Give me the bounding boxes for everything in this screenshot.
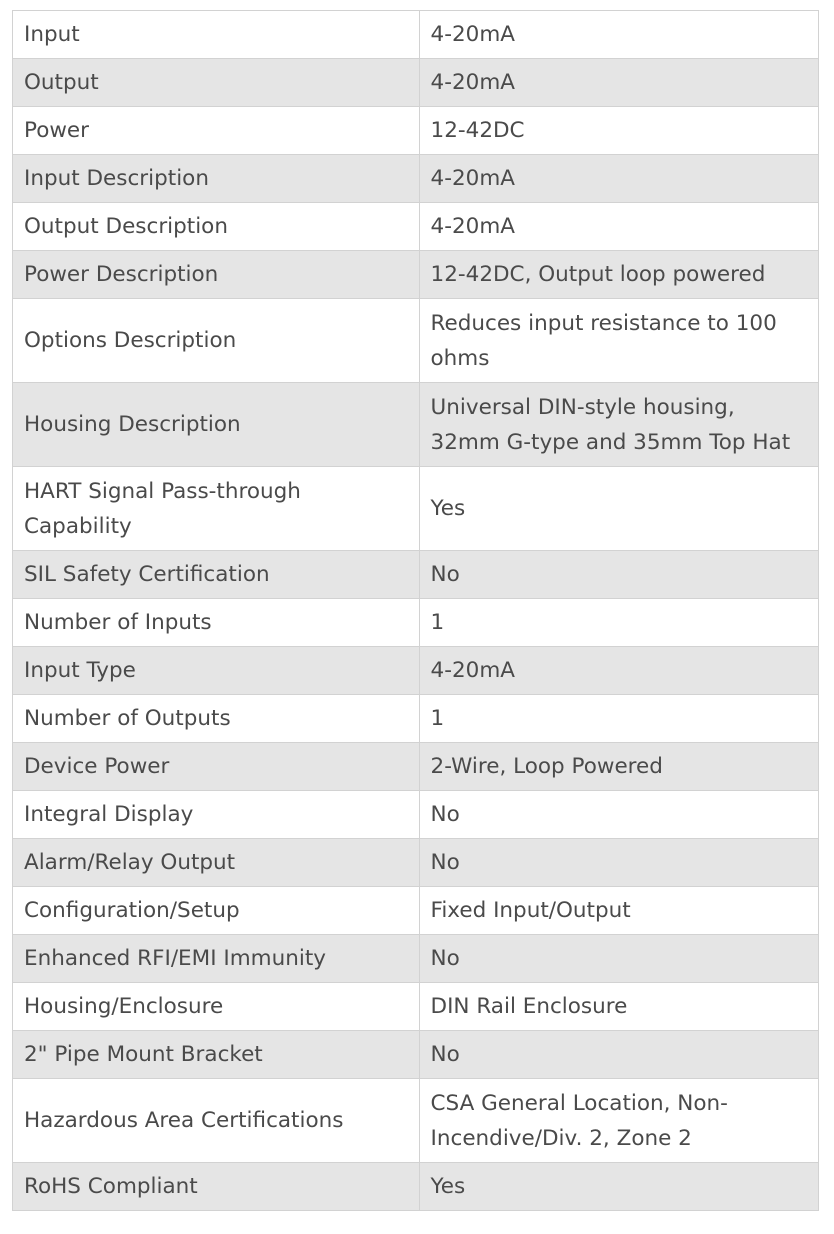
spec-row-sil-certification [13, 551, 819, 599]
spec-label: Device Power [13, 743, 420, 791]
spec-row-configuration-setup [13, 887, 819, 935]
spec-label: Options Description [13, 299, 420, 383]
spec-row-input-type [13, 647, 819, 695]
spec-row-options-description [13, 299, 819, 383]
spec-value: 1 [419, 695, 818, 743]
spec-row-alarm-relay-output [13, 839, 819, 887]
spec-value: No [419, 839, 818, 887]
spec-row-power [13, 107, 819, 155]
spec-value: 12-42DC, Output loop powered [419, 251, 818, 299]
spec-value: No [419, 791, 818, 839]
spec-value: Reduces input resistance to 100 ohms [419, 299, 818, 383]
spec-label: Alarm/Relay Output [13, 839, 420, 887]
spec-label: Enhanced RFI/EMI Immunity [13, 935, 420, 983]
spec-label: Output [13, 59, 420, 107]
spec-label: Number of Outputs [13, 695, 420, 743]
spec-value: No [419, 551, 818, 599]
spec-label: Power [13, 107, 420, 155]
spec-row-rohs-compliant [13, 1163, 819, 1211]
spec-label: Housing Description [13, 383, 420, 467]
spec-row-device-power [13, 743, 819, 791]
spec-row-hazardous-area-certifications [13, 1079, 819, 1163]
spec-row-number-of-inputs [13, 599, 819, 647]
spec-value: 4-20mA [419, 155, 818, 203]
spec-row-integral-display [13, 791, 819, 839]
spec-row-input [13, 11, 819, 59]
specifications-table [12, 10, 819, 1211]
spec-label: SIL Safety Certification [13, 551, 420, 599]
spec-label: Configuration/Setup [13, 887, 420, 935]
spec-label: 2" Pipe Mount Bracket [13, 1031, 420, 1079]
spec-value: 4-20mA [419, 59, 818, 107]
spec-label: Input Description [13, 155, 420, 203]
spec-value: Yes [419, 1163, 818, 1211]
spec-value: Yes [419, 467, 818, 551]
spec-value: Universal DIN-style housing, 32mm G-type and 35mm Top Hat [419, 383, 818, 467]
spec-label: Hazardous Area Certifications [13, 1079, 420, 1163]
spec-row-output-description [13, 203, 819, 251]
spec-label: Input [13, 11, 420, 59]
spec-label: RoHS Compliant [13, 1163, 420, 1211]
spec-label: Output Description [13, 203, 420, 251]
spec-row-power-description [13, 251, 819, 299]
spec-value: No [419, 1031, 818, 1079]
spec-row-number-of-outputs [13, 695, 819, 743]
spec-row-pipe-mount-bracket [13, 1031, 819, 1079]
spec-label: Number of Inputs [13, 599, 420, 647]
spec-label: Housing/Enclosure [13, 983, 420, 1031]
spec-value: 4-20mA [419, 203, 818, 251]
spec-label: Integral Display [13, 791, 420, 839]
spec-value: 4-20mA [419, 647, 818, 695]
spec-row-input-description [13, 155, 819, 203]
spec-row-output [13, 59, 819, 107]
spec-row-housing-description [13, 383, 819, 467]
spec-row-hart-pass-through [13, 467, 819, 551]
spec-value: 12-42DC [419, 107, 818, 155]
spec-value: 4-20mA [419, 11, 818, 59]
spec-label: HART Signal Pass-through Capability [13, 467, 420, 551]
spec-value: No [419, 935, 818, 983]
spec-value: 1 [419, 599, 818, 647]
spec-label: Input Type [13, 647, 420, 695]
spec-row-housing-enclosure [13, 983, 819, 1031]
spec-value: CSA General Location, Non-Incendive/Div. 2, Zone 2 [419, 1079, 818, 1163]
spec-value: 2-Wire, Loop Powered [419, 743, 818, 791]
spec-label: Power Description [13, 251, 420, 299]
spec-row-rfi-emi-immunity [13, 935, 819, 983]
spec-value: Fixed Input/Output [419, 887, 818, 935]
spec-value: DIN Rail Enclosure [419, 983, 818, 1031]
